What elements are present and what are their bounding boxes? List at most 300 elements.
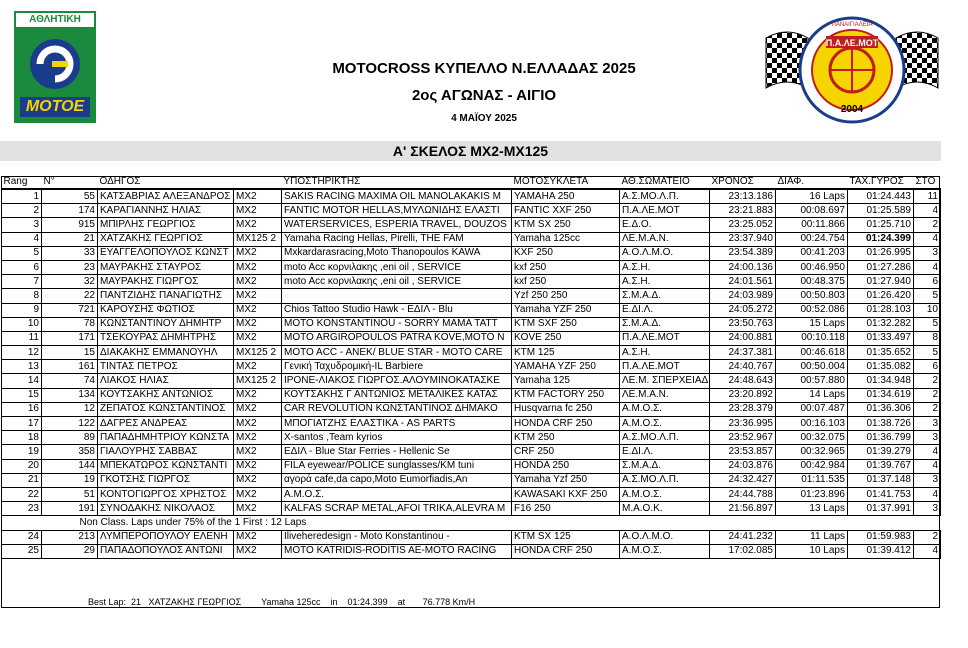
cell-diff: 13 Laps xyxy=(776,502,848,516)
cell-sponsor: FANTIC MOTOR HELLAS,ΜΥΛΩΝΙΔΗΣ ΕΛΑΣΤΙ xyxy=(282,204,512,218)
cell-class: MX2 xyxy=(234,360,282,374)
cell-number: 51 xyxy=(42,487,98,501)
cell-diff: 00:42.984 xyxy=(776,459,848,473)
cell-diff: 00:48.375 xyxy=(776,275,848,289)
cell-laps: 5 xyxy=(914,289,941,303)
cell-class: MX2 xyxy=(234,487,282,501)
cell-time: 24:41.232 xyxy=(710,530,776,544)
table-row xyxy=(2,260,941,274)
cell-time: 23:36.995 xyxy=(710,417,776,431)
cell-rider: ΚΑΤΣΑΒΡΙΑΣ ΑΛΕΞΑΝΔΡΟΣ xyxy=(98,189,234,204)
header-motorcycle: ΜΟΤΟΣΥΚΛΕΤΑ xyxy=(512,176,620,189)
cell-number: 22 xyxy=(42,289,98,303)
cell-sponsor: Mxkardarasracing,Moto Thanopoulos KAWA xyxy=(282,246,512,260)
cell-sponsor: Yamaha Racing Hellas, Pirelli, THE FAM xyxy=(282,232,512,246)
cell-class: MX125 2 xyxy=(234,346,282,360)
table-row xyxy=(2,189,941,204)
table-row xyxy=(2,317,941,331)
cell-diff: 00:11.866 xyxy=(776,218,848,232)
cell-number: 358 xyxy=(42,445,98,459)
cell-class: MX2 xyxy=(234,331,282,345)
header-rang: Rang xyxy=(2,176,42,189)
cell-number: 19 xyxy=(42,473,98,487)
cell-number: 134 xyxy=(42,388,98,402)
cell-best-lap: 01:26.420 xyxy=(848,289,914,303)
cell-sponsor: Γενική Ταχυδρομική-IL Barbiere xyxy=(282,360,512,374)
cell-club: Α.Ο.Λ.Μ.Ο. xyxy=(620,530,710,544)
cell-number: 32 xyxy=(42,275,98,289)
cell-best-lap: 01:24.443 xyxy=(848,189,914,204)
cell-sponsor: MOTO ARGIROPOULOS PATRA KOVE,MOTO N xyxy=(282,331,512,345)
cell-rang: 6 xyxy=(2,260,42,274)
cell-class: MX2 xyxy=(234,275,282,289)
cell-class: MX2 xyxy=(234,388,282,402)
cell-laps: 4 xyxy=(914,204,941,218)
cell-class: MX2 xyxy=(234,544,282,558)
cell-motorcycle: YAMAHA YZF 250 xyxy=(512,360,620,374)
logo-right-name: Π.Α.ΛΕ.ΜΟΤ xyxy=(825,38,879,48)
cell-rang: 18 xyxy=(2,431,42,445)
cell-motorcycle: YAMAHA 250 xyxy=(512,189,620,204)
cell-rider: ΜΠΕΚΑΤΩΡΟΣ ΚΩΝΣΤΑΝΤΙ xyxy=(98,459,234,473)
note-spacer xyxy=(2,516,42,530)
cell-rider: ΧΑΤΖΑΚΗΣ ΓΕΩΡΓΙΟΣ xyxy=(98,232,234,246)
cell-time: 17:02.085 xyxy=(710,544,776,558)
cell-diff: 16 Laps xyxy=(776,189,848,204)
cell-time: 23:53.857 xyxy=(710,445,776,459)
cell-diff: 00:52.086 xyxy=(776,303,848,317)
cell-motorcycle: HONDA CRF 250 xyxy=(512,417,620,431)
cell-class: MX2 xyxy=(234,289,282,303)
table-row xyxy=(2,431,941,445)
table-row xyxy=(2,502,941,516)
cell-laps: 4 xyxy=(914,260,941,274)
cell-sponsor: MOTO ACC - ANEK/ BLUE STAR - MOTO CARE xyxy=(282,346,512,360)
cell-time: 23:28.379 xyxy=(710,402,776,416)
cell-rang: 11 xyxy=(2,331,42,345)
cell-rang: 19 xyxy=(2,445,42,459)
table-row xyxy=(2,232,941,246)
cell-sponsor: MOTO KATRIDIS-RODITIS AE-MOTO RACING xyxy=(282,544,512,558)
header-class xyxy=(234,176,282,189)
cell-rang: 1 xyxy=(2,189,42,204)
table-row xyxy=(2,417,941,431)
results-table xyxy=(1,176,941,559)
cell-club: Α.Σ.Η. xyxy=(620,260,710,274)
cell-laps: 5 xyxy=(914,346,941,360)
cell-number: 29 xyxy=(42,544,98,558)
cell-diff: 14 Laps xyxy=(776,388,848,402)
cell-club: Π.Α.ΛΕ.ΜΟΤ xyxy=(620,204,710,218)
cell-class: MX2 xyxy=(234,303,282,317)
non-classified-note: Non Class. Laps under 75% of the 1 First : 12 Laps xyxy=(79,516,307,528)
cell-diff: 00:57.880 xyxy=(776,374,848,388)
cell-rider: ΛΙΑΚΟΣ ΗΛΙΑΣ xyxy=(98,374,234,388)
cell-time: 24:00.136 xyxy=(710,260,776,274)
cell-rider: ΕΥΑΓΓΕΛΟΠΟΥΛΟΣ ΚΩΝΣΤ xyxy=(98,246,234,260)
cell-sponsor: Chios Tattoo Studio Hawk - ΕΔΙΛ - Blu xyxy=(282,303,512,317)
cell-rang: 16 xyxy=(2,402,42,416)
cell-laps: 4 xyxy=(914,544,941,558)
cell-rider: ΚΟΝΤΟΓΙΩΡΓΟΣ ΧΡΗΣΤΟΣ xyxy=(98,487,234,501)
cell-time: 24:00.881 xyxy=(710,331,776,345)
cell-sponsor: Iliveheredesign - Moto Konstantinou - xyxy=(282,530,512,544)
cell-laps: 3 xyxy=(914,431,941,445)
cell-rider: ΛΥΜΠΕΡΟΠΟΥΛΟΥ ΕΛΕΝΗ xyxy=(98,530,234,544)
cell-rang: 15 xyxy=(2,388,42,402)
cell-number: 174 xyxy=(42,204,98,218)
cell-laps: 6 xyxy=(914,275,941,289)
cell-rider: ΠΑΠΑΔΗΜΗΤΡΙΟΥ ΚΩΝΣΤΑ xyxy=(98,431,234,445)
table-row xyxy=(2,544,941,558)
cell-number: 55 xyxy=(42,189,98,204)
cell-time: 24:03.989 xyxy=(710,289,776,303)
cell-club: Α.Μ.Ο.Σ. xyxy=(620,402,710,416)
cell-best-lap: 01:32.282 xyxy=(848,317,914,331)
cell-rang: 8 xyxy=(2,289,42,303)
cell-diff: 00:24.754 xyxy=(776,232,848,246)
cell-laps: 2 xyxy=(914,218,941,232)
cell-diff: 00:10.118 xyxy=(776,331,848,345)
cell-diff: 10 Laps xyxy=(776,544,848,558)
cell-sponsor: FILA eyewear/POLICE sunglasses/KM tuni xyxy=(282,459,512,473)
cell-diff: 00:46.950 xyxy=(776,260,848,274)
table-row xyxy=(2,246,941,260)
cell-sponsor: ΚΟΥΤΣΑΚΗΣ Γ ΑΝΤΩΝΙΟΣ ΜΕΤΑΛΙΚΕΣ ΚΑΤΑΣ xyxy=(282,388,512,402)
cell-rang: 21 xyxy=(2,473,42,487)
cell-number: 33 xyxy=(42,246,98,260)
cell-rang: 25 xyxy=(2,544,42,558)
cell-time: 24:40.767 xyxy=(710,360,776,374)
cell-best-lap: 01:39.279 xyxy=(848,445,914,459)
cell-diff: 00:41.203 xyxy=(776,246,848,260)
event-title: 2ος ΑΓΩΝΑΣ - ΑΙΓΙΟ xyxy=(411,87,557,104)
table-row xyxy=(2,204,941,218)
cell-number: 915 xyxy=(42,218,98,232)
header-club: ΑΘ.ΣΩΜΑΤΕΙΟ xyxy=(620,176,710,189)
cell-rang: 20 xyxy=(2,459,42,473)
cell-laps: 2 xyxy=(914,402,941,416)
cell-sponsor: KALFAS SCRAP METAL,AFOI TRIKA,ALEVRA M xyxy=(282,502,512,516)
cell-best-lap: 01:39.412 xyxy=(848,544,914,558)
cell-rang: 22 xyxy=(2,487,42,501)
cell-club: Σ.Μ.Α.Δ. xyxy=(620,459,710,473)
cell-motorcycle: F16 250 xyxy=(512,502,620,516)
cell-class: MX2 xyxy=(234,218,282,232)
cell-rider: ΤΣΕΚΟΥΡΑΣ ΔΗΜΗΤΡΗΣ xyxy=(98,331,234,345)
cell-diff: 00:16.103 xyxy=(776,417,848,431)
cell-motorcycle: KOVE 250 xyxy=(512,331,620,345)
cell-number: 74 xyxy=(42,374,98,388)
cell-class: MX2 xyxy=(234,317,282,331)
header-best-lap: ΤΑΧ.ΓΥΡΟΣ xyxy=(848,176,914,189)
cell-laps: 11 xyxy=(914,189,941,204)
cell-laps: 3 xyxy=(914,473,941,487)
cell-sponsor: moto Acc κορνιλακης ,eni oil , SERVICE xyxy=(282,260,512,274)
logo-left-bottom-text: MOTOE xyxy=(20,97,90,117)
cell-rang: 10 xyxy=(2,317,42,331)
cell-best-lap: 01:59.983 xyxy=(848,530,914,544)
cell-motorcycle: HONDA CRF 250 xyxy=(512,544,620,558)
cell-number: 23 xyxy=(42,260,98,274)
cell-club: Π.Α.ΛΕ.ΜΟΤ xyxy=(620,360,710,374)
cell-club: Π.Α.ΛΕ.ΜΟΤ xyxy=(620,331,710,345)
cell-laps: 3 xyxy=(914,246,941,260)
cell-rang: 24 xyxy=(2,530,42,544)
cell-number: 78 xyxy=(42,317,98,331)
logo-left-top-text: ΑΘΛΗΤΙΚΗ xyxy=(14,11,96,29)
cell-sponsor: WATERSERVICES, ESPERIA TRAVEL, DOUZOS xyxy=(282,218,512,232)
cell-diff: 01:11.535 xyxy=(776,473,848,487)
cell-best-lap: 01:35.652 xyxy=(848,346,914,360)
cell-laps: 4 xyxy=(914,459,941,473)
cell-class: MX2 xyxy=(234,445,282,459)
cell-number: 144 xyxy=(42,459,98,473)
cell-laps: 2 xyxy=(914,388,941,402)
cell-class: MX2 xyxy=(234,502,282,516)
logo-right-year: 2004 xyxy=(840,104,864,115)
cell-number: 122 xyxy=(42,417,98,431)
cell-laps: 3 xyxy=(914,502,941,516)
cell-time: 21:56.897 xyxy=(710,502,776,516)
cell-best-lap: 01:27.286 xyxy=(848,260,914,274)
cell-motorcycle: KTM SX 250 xyxy=(512,218,620,232)
cell-motorcycle: KXF 250 xyxy=(512,246,620,260)
cell-rang: 13 xyxy=(2,360,42,374)
cell-rider: ΔΑΓΡΕΣ ΑΝΔΡΕΑΣ xyxy=(98,417,234,431)
table-row xyxy=(2,445,941,459)
cell-rider: ΜΑΥΡΑΚΗΣ ΣΤΑΥΡΟΣ xyxy=(98,260,234,274)
cell-number: 721 xyxy=(42,303,98,317)
cell-sponsor: ΙΡΟΝΕ-ΛΙΑΚΟΣ ΓΙΩΡΓΟΣ.ΑΛΟΥΜΙΝΟΚΑΤΑΣΚΕ xyxy=(282,374,512,388)
cell-rang: 9 xyxy=(2,303,42,317)
cell-class: MX2 xyxy=(234,473,282,487)
cell-sponsor: Α.Μ.Ο.Σ. xyxy=(282,487,512,501)
cell-diff: 00:50.803 xyxy=(776,289,848,303)
cell-club: ΛΕ.Μ.Α.Ν. xyxy=(620,232,710,246)
cell-laps: 4 xyxy=(914,445,941,459)
cell-motorcycle: HONDA 250 xyxy=(512,459,620,473)
cell-sponsor: CAR REVOLUTION ΚΩΝΣΤΑΝΤΙΝΟΣ ΔΗΜΑΚΟ xyxy=(282,402,512,416)
header-sponsor: ΥΠΟΣΤΗΡΙΚΤΗΣ xyxy=(282,176,512,189)
cell-class: MX2 xyxy=(234,189,282,204)
cell-sponsor xyxy=(282,289,512,303)
cell-diff: 15 Laps xyxy=(776,317,848,331)
cell-club: ΛΕ.Μ. ΣΠΕΡΧΕΙΑΔ xyxy=(620,374,710,388)
cell-best-lap: 01:41.753 xyxy=(848,487,914,501)
cell-class: MX2 xyxy=(234,417,282,431)
cell-best-lap: 01:35.082 xyxy=(848,360,914,374)
cell-best-lap: 01:37.991 xyxy=(848,502,914,516)
cell-laps: 2 xyxy=(914,530,941,544)
cell-class: MX2 xyxy=(234,246,282,260)
cell-rider: ΤΙΝΤΑΣ ΠΕΤΡΟΣ xyxy=(98,360,234,374)
section-title: Α' ΣΚΕΛΟΣ MX2-MX125 xyxy=(0,141,941,161)
cell-time: 23:37.940 xyxy=(710,232,776,246)
cell-number: 213 xyxy=(42,530,98,544)
cell-number: 191 xyxy=(42,502,98,516)
cell-rang: 5 xyxy=(2,246,42,260)
cell-motorcycle: kxf 250 xyxy=(512,275,620,289)
cell-class: MX125 2 xyxy=(234,374,282,388)
header-laps: ΣΤΟ xyxy=(914,176,941,189)
cell-club: Σ.Μ.Α.Δ. xyxy=(620,317,710,331)
cell-time: 24:48.643 xyxy=(710,374,776,388)
cell-club: Σ.Μ.Α.Δ. xyxy=(620,289,710,303)
cell-number: 15 xyxy=(42,346,98,360)
cell-sponsor: moto Acc κορνιλακης ,eni oil , SERVICE xyxy=(282,275,512,289)
cell-number: 12 xyxy=(42,402,98,416)
table-row xyxy=(2,487,941,501)
cell-rang: 3 xyxy=(2,218,42,232)
cell-laps: 6 xyxy=(914,360,941,374)
table-row xyxy=(2,374,941,388)
cell-rang: 17 xyxy=(2,417,42,431)
table-row xyxy=(2,346,941,360)
cell-best-lap: 01:34.948 xyxy=(848,374,914,388)
cell-diff: 00:08.697 xyxy=(776,204,848,218)
cell-number: 161 xyxy=(42,360,98,374)
cell-club: Ε.ΔΙ.Λ. xyxy=(620,303,710,317)
cell-diff: 00:50.004 xyxy=(776,360,848,374)
cell-motorcycle: Husqvarna fc 250 xyxy=(512,402,620,416)
cell-rider: ΚΑΡΟΥΣΗΣ ΦΩΤΙΟΣ xyxy=(98,303,234,317)
cell-club: Α.Ο.Λ.Μ.Ο. xyxy=(620,246,710,260)
cell-rider: ΔΙΑΚΑΚΗΣ ΕΜΜΑΝΟΥΗΛ xyxy=(98,346,234,360)
header-diff: ΔΙΑΦ. xyxy=(776,176,848,189)
cell-club: Α.Μ.Ο.Σ. xyxy=(620,544,710,558)
cell-best-lap: 01:28.103 xyxy=(848,303,914,317)
cell-club: Α.Σ.Η. xyxy=(620,346,710,360)
cell-number: 89 xyxy=(42,431,98,445)
cell-time: 23:52.967 xyxy=(710,431,776,445)
header-time: ΧΡΟΝΟΣ xyxy=(710,176,776,189)
cell-rider: ΜΠΙΡΛΗΣ ΓΕΩΡΓΙΟΣ xyxy=(98,218,234,232)
cell-time: 23:50.763 xyxy=(710,317,776,331)
cell-best-lap: 01:27.940 xyxy=(848,275,914,289)
cell-time: 24:01.561 xyxy=(710,275,776,289)
cell-motorcycle: FANTIC XXF 250 xyxy=(512,204,620,218)
header-rider: ΟΔΗΓΟΣ xyxy=(98,176,234,189)
cell-time: 23:25.052 xyxy=(710,218,776,232)
cell-sponsor: ΕΔΙΛ - Blue Star Ferries - Hellenic Se xyxy=(282,445,512,459)
cell-best-lap: 01:34.619 xyxy=(848,388,914,402)
cell-rang: 7 xyxy=(2,275,42,289)
cell-rider: ΓΙΑΛΟΥΡΗΣ ΣΑΒΒΑΣ xyxy=(98,445,234,459)
cell-diff: 00:07.487 xyxy=(776,402,848,416)
cell-time: 24:44.788 xyxy=(710,487,776,501)
cell-time: 23:21.883 xyxy=(710,204,776,218)
cell-rang: 12 xyxy=(2,346,42,360)
cell-time: 24:03.876 xyxy=(710,459,776,473)
cell-sponsor: ΜΠΟΓΙΑΤΖΗΣ ΕΛΑΣΤΙΚΑ - AS PARTS xyxy=(282,417,512,431)
cell-class: MX2 xyxy=(234,431,282,445)
cell-diff: 00:46.618 xyxy=(776,346,848,360)
cell-laps: 4 xyxy=(914,487,941,501)
cell-motorcycle: KTM SXF 250 xyxy=(512,317,620,331)
cell-class: MX2 xyxy=(234,260,282,274)
cell-rider: ΚΩΝΣΤΑΝΤΙΝΟΥ ΔΗΜΗΤΡ xyxy=(98,317,234,331)
cell-time: 23:54.389 xyxy=(710,246,776,260)
table-row xyxy=(2,459,941,473)
table-row xyxy=(2,360,941,374)
cell-sponsor: X-santos ,Team kyrios xyxy=(282,431,512,445)
cell-motorcycle: KTM 250 xyxy=(512,431,620,445)
cell-class: MX125 2 xyxy=(234,232,282,246)
cell-laps: 8 xyxy=(914,331,941,345)
event-date: 4 ΜΑΪΟΥ 2025 xyxy=(451,113,517,124)
table-row xyxy=(2,218,941,232)
cell-rang: 2 xyxy=(2,204,42,218)
table-row xyxy=(2,473,941,487)
cell-club: Ε.ΔΙ.Λ. xyxy=(620,445,710,459)
cell-motorcycle: KTM 125 xyxy=(512,346,620,360)
cell-best-lap: 01:25.710 xyxy=(848,218,914,232)
cell-laps: 3 xyxy=(914,417,941,431)
cell-time: 23:20.892 xyxy=(710,388,776,402)
table-row xyxy=(2,530,941,544)
cell-best-lap: 01:36.306 xyxy=(848,402,914,416)
cell-rider: ΠΑΠΑΔΟΠΟΥΛΟΣ ΑΝΤΩΝΙ xyxy=(98,544,234,558)
cell-club: Α.Σ.Η. xyxy=(620,275,710,289)
cell-motorcycle: Yzf 250 250 xyxy=(512,289,620,303)
cell-rider: ΚΑΡΑΓΙΑΝΝΗΣ ΗΛΙΑΣ xyxy=(98,204,234,218)
cell-best-lap: 01:33.497 xyxy=(848,331,914,345)
cell-time: 24:32.427 xyxy=(710,473,776,487)
cell-rang: 14 xyxy=(2,374,42,388)
cell-motorcycle: KAWASAKI KXF 250 xyxy=(512,487,620,501)
cell-rider: ΖΕΠΑΤΟΣ ΚΩΝΣΤΑΝΤΙΝΟΣ xyxy=(98,402,234,416)
cell-club: Α.Σ.ΜΟ.Λ.Π. xyxy=(620,473,710,487)
cell-club: Α.Μ.Ο.Σ. xyxy=(620,487,710,501)
cell-club: Ε.Δ.Ο. xyxy=(620,218,710,232)
cell-motorcycle: KTM FACTORY 250 xyxy=(512,388,620,402)
cell-best-lap: 01:25.589 xyxy=(848,204,914,218)
cell-class: MX2 xyxy=(234,402,282,416)
table-row xyxy=(2,289,941,303)
cell-diff: 11 Laps xyxy=(776,530,848,544)
cell-motorcycle: Yamaha Yzf 250 xyxy=(512,473,620,487)
best-lap-summary: Best Lap: 21 ΧΑΤΖΑΚΗΣ ΓΕΩΡΓΙΟΣ Yamaha 125cc in 01:24.399 at 76.778 Km/H xyxy=(88,597,476,607)
cell-best-lap: 01:38.726 xyxy=(848,417,914,431)
page-title: MOTOCROSS ΚΥΠΕΛΛΟ Ν.ΕΛΛΑΔΑΣ 2025 xyxy=(332,60,636,77)
cell-best-lap: 01:24.399 xyxy=(848,232,914,246)
cell-best-lap: 01:26.995 xyxy=(848,246,914,260)
cell-club: Α.Σ.ΜΟ.Λ.Π. xyxy=(620,431,710,445)
cell-best-lap: 01:39.767 xyxy=(848,459,914,473)
cell-time: 23:13.186 xyxy=(710,189,776,204)
cell-sponsor: SAKIS RACING MAXIMA OIL MANOLAKAKIS M xyxy=(282,189,512,204)
cell-rang: 4 xyxy=(2,232,42,246)
cell-laps: 10 xyxy=(914,303,941,317)
table-row xyxy=(2,402,941,416)
cell-motorcycle: CRF 250 xyxy=(512,445,620,459)
cell-sponsor: MOTO KONSTANTINOU - SORRY MAMA TATT xyxy=(282,317,512,331)
cell-time: 24:05.272 xyxy=(710,303,776,317)
cell-rider: ΣΥΝΟΔΑΚΗΣ ΝΙΚΟΛΑΟΣ xyxy=(98,502,234,516)
cell-laps: 4 xyxy=(914,232,941,246)
cell-club: Α.Μ.Ο.Σ. xyxy=(620,417,710,431)
table-header-row xyxy=(2,176,941,189)
non-classified-note-row xyxy=(2,516,941,530)
cell-laps: 5 xyxy=(914,317,941,331)
cell-rider: ΚΟΥΤΣΑΚΗΣ ΑΝΤΩΝΙΟΣ xyxy=(98,388,234,402)
cell-diff: 00:32.965 xyxy=(776,445,848,459)
cell-motorcycle: kxf 250 xyxy=(512,260,620,274)
cell-club: Μ.Α.Ο.Κ. xyxy=(620,502,710,516)
cell-rider: ΜΑΥΡΑΚΗΣ ΓΙΩΡΓΟΣ xyxy=(98,275,234,289)
cell-motorcycle: KTM SX 125 xyxy=(512,530,620,544)
